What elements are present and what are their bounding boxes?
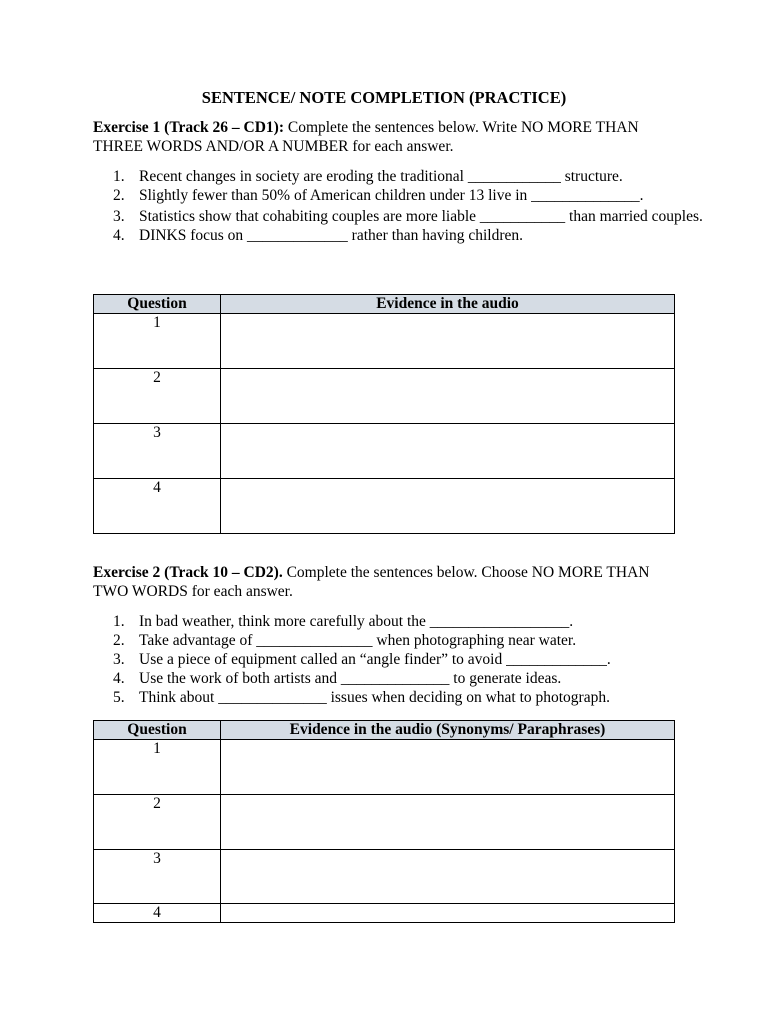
exercise1-list: [93, 167, 719, 245]
list-item: 1. In bad weather, think more carefully about the __________________.: [113, 613, 574, 630]
table-row: 2: [94, 795, 675, 850]
list-item: 4. Use the work of both artists and ______________ to generate ideas.: [113, 670, 562, 687]
table-row: 2: [94, 369, 675, 424]
list-item: 1. Recent changes in society are eroding the traditional ____________ structure.: [113, 168, 623, 185]
evidence-cell[interactable]: [221, 314, 675, 369]
table-row: 1: [94, 314, 675, 369]
evidence-cell[interactable]: [221, 904, 675, 923]
table-row: 1: [94, 740, 675, 795]
list-item: 3. Use a piece of equipment called an “angle finder” to avoid _____________.: [113, 651, 611, 668]
exercise1-intro: [93, 118, 673, 156]
evidence-cell[interactable]: [221, 795, 675, 850]
exercise1-heading: Exercise 1 (Track 26 – CD1):: [93, 119, 284, 136]
list-item: 5. Think about ______________ issues when deciding on what to photograph.: [113, 689, 610, 706]
evidence-cell[interactable]: [221, 850, 675, 904]
exercise1-instruction: Complete the sentences below. Write NO MORE THAN THREE WORDS AND/OR A NUMBER for each answer.: [93, 119, 639, 155]
table-header-question: Question: [94, 295, 221, 314]
evidence-cell[interactable]: [221, 424, 675, 479]
exercise2-instruction: Complete the sentences below. Choose NO MORE THAN TWO WORDS for each answer.: [93, 564, 650, 600]
exercise2-list: [93, 612, 719, 707]
table-row: 3: [94, 424, 675, 479]
table-row: 4: [94, 479, 675, 534]
list-item: 2. Slightly fewer than 50% of American children under 13 live in ______________.: [113, 187, 644, 204]
table-row: 4: [94, 904, 675, 923]
exercise2-intro: [93, 563, 673, 601]
exercise1-evidence-table: [93, 294, 675, 534]
list-item: 4. DINKS focus on _____________ rather than having children.: [113, 227, 523, 244]
exercise2-evidence-table: [93, 720, 675, 923]
table-header-evidence: Evidence in the audio (Synonyms/ Paraphrases): [221, 721, 675, 740]
evidence-cell[interactable]: [221, 369, 675, 424]
list-item: 2. Take advantage of _______________ when photographing near water.: [113, 632, 577, 649]
page-title: SENTENCE/ NOTE COMPLETION (PRACTICE): [201, 88, 567, 107]
table-header-evidence: Evidence in the audio: [221, 295, 675, 314]
evidence-cell[interactable]: [221, 479, 675, 534]
table-row: 3: [94, 850, 675, 904]
table-header-question: Question: [94, 721, 221, 740]
evidence-cell[interactable]: [221, 740, 675, 795]
exercise2-heading: Exercise 2 (Track 10 – CD2).: [93, 564, 283, 581]
list-item: 3. Statistics show that cohabiting couples are more liable ___________ than married couples.: [113, 208, 703, 225]
